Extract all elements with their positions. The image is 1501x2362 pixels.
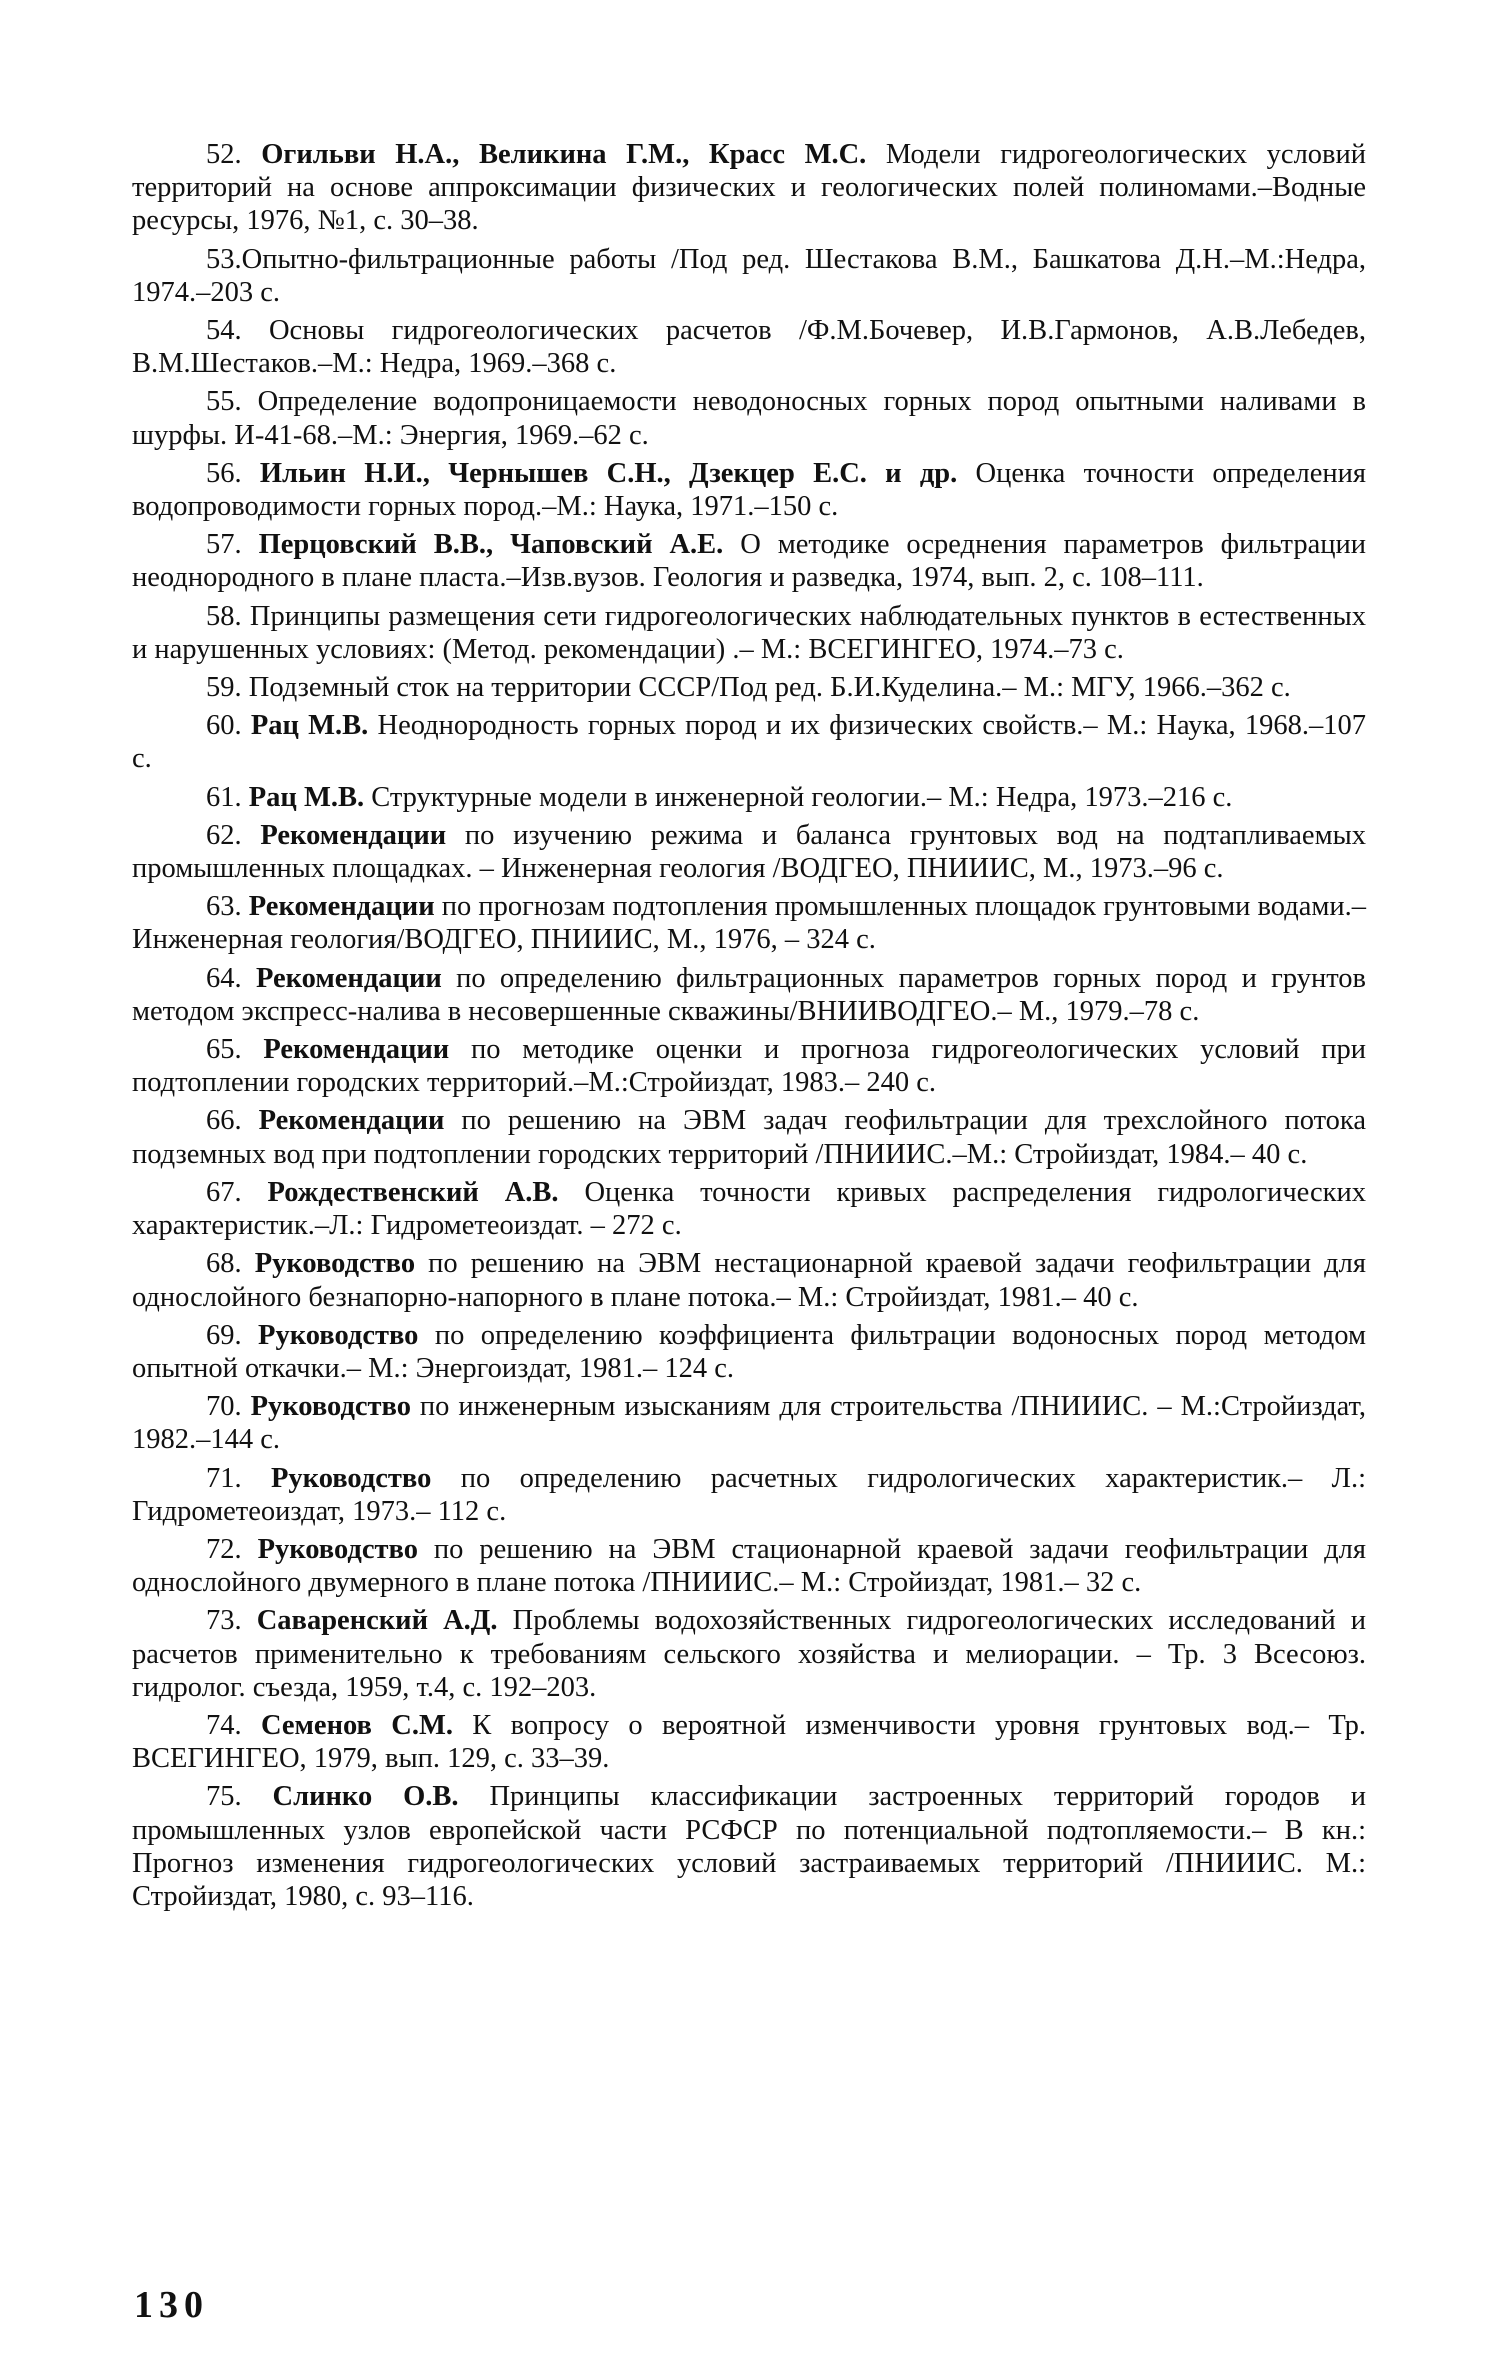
reference-authors: Рекомендации	[263, 1034, 450, 1066]
reference-authors: Слинко О.В.	[272, 1781, 459, 1813]
reference-authors: Рекомендации	[255, 962, 442, 994]
reference-authors: Перцовский В.В., Чаповский А.Е.	[258, 529, 724, 561]
reference-number: 67.	[206, 1176, 242, 1208]
reference-text: по прогнозам подтопления промышленных площадок грунтовыми водами.– Инженерная геология/ВОДГЕО, ПНИИИС, М., 1976, – 324 с.	[132, 891, 1367, 956]
reference-number: 72.	[206, 1533, 242, 1565]
reference-text: Оценка точности кривых распределения гидрологических характеристик.–Л.: Гидрометеоиздат. – 272 с.	[132, 1176, 1367, 1242]
reference-authors: Руководство	[254, 1248, 416, 1280]
reference-entry	[132, 1033, 1366, 1099]
reference-number: 75.	[206, 1781, 242, 1813]
reference-text: Принципы классификации застроенных территорий городов и промышленных узлов европейской части РСФСР по потенциальной подтопляемости.– В кн.: Прогноз изменения гидрогеологических условий застраиваемых территорий /ПНИИИС. М.: Стройиздат, 1980, с. 93–116.	[132, 1781, 1366, 1912]
reference-entry	[132, 600, 1366, 666]
reference-authors: Руководство	[257, 1533, 418, 1565]
reference-authors: Руководство	[250, 1391, 411, 1423]
reference-text: по определению фильтрационных параметров горных пород и грунтов методом экспресс-налива в несовершенные скважины/ВНИИВОДГЕО.– М., 1979.–78 с.	[132, 962, 1367, 1027]
reference-number: 74.	[206, 1709, 242, 1741]
reference-text: по изучению режима и баланса грунтовых вод на подтапливаемых промышленных площадках. – Инженерная геология /ВОДГЕО, ПНИИИС, М., 1973.–96 с.	[132, 819, 1366, 885]
reference-text: Структурные модели в инженерной геологии.– М.: Недра, 1973.–216 с.	[371, 781, 1233, 813]
reference-number: 63.	[206, 891, 242, 923]
reference-number: 56.	[206, 457, 242, 489]
reference-number: 55.	[206, 386, 242, 418]
reference-authors: Рождественский А.В.	[267, 1176, 559, 1208]
reference-number: 65.	[206, 1034, 242, 1066]
reference-entry	[132, 1247, 1366, 1313]
reference-authors: Огильви Н.А., Великина Г.М., Красс М.С.	[261, 139, 867, 170]
reference-text: Неоднородность горных пород и их физических свойств.– М.: Наука, 1968.–107 с.	[132, 710, 1367, 775]
reference-entry	[132, 671, 1366, 704]
reference-entry	[132, 1533, 1366, 1599]
reference-text: Проблемы водохозяйственных гидрогеологических исследований и расчетов применительно к требованиям сельского хозяйства и мелиорации. – Тр. 3 Всесоюз. гидролог. съезда, 1959, т.4, с. 192–203.	[132, 1605, 1367, 1703]
reference-number: 61.	[206, 781, 242, 813]
reference-authors: Саваренский А.Д.	[256, 1605, 498, 1637]
reference-entry	[132, 314, 1366, 380]
reference-number: 53.	[206, 243, 242, 275]
reference-text: по решению на ЭВМ нестационарной краевой задачи геофильтрации для однослойного безнапорно-напорного в плане потока.– М.: Стройиздат, 1981.– 40 с.	[132, 1248, 1367, 1313]
page-number: 130	[134, 2284, 209, 2326]
reference-entry	[132, 528, 1366, 594]
reference-entry	[132, 1462, 1366, 1528]
reference-entry	[132, 890, 1366, 956]
reference-authors: Рац М.В.	[248, 781, 365, 813]
reference-entry	[132, 1604, 1366, 1704]
reference-entry	[132, 457, 1366, 523]
reference-authors: Семенов С.М.	[260, 1709, 453, 1741]
reference-number: 73.	[206, 1605, 242, 1637]
reference-authors: Рекомендации	[248, 891, 435, 923]
reference-entry	[132, 1319, 1366, 1385]
reference-number: 62.	[206, 819, 242, 851]
reference-entry	[132, 819, 1366, 885]
reference-number: 68.	[206, 1248, 242, 1280]
reference-list	[132, 138, 1366, 1918]
reference-authors: Руководство	[270, 1462, 432, 1494]
reference-text: Основы гидрогеологических расчетов /Ф.М.Бочевер, И.В.Гармонов, А.В.Лебедев, В.М.Шестаков.–М.: Недра, 1969.–368 с.	[132, 315, 1367, 380]
reference-number: 69.	[206, 1319, 242, 1351]
reference-number: 70.	[206, 1391, 242, 1423]
reference-entry	[132, 781, 1366, 814]
reference-authors: Руководство	[258, 1319, 419, 1351]
reference-number: 60.	[206, 710, 242, 742]
reference-text: по определению коэффициента фильтрации водоносных пород методом опытной откачки.– М.: Энергоиздат, 1981.– 124 с.	[132, 1319, 1367, 1384]
reference-number: 58.	[206, 600, 242, 632]
reference-number: 52.	[206, 139, 242, 170]
reference-entry	[132, 243, 1366, 309]
reference-number: 57.	[206, 529, 242, 561]
reference-authors: Рекомендации	[258, 1105, 445, 1137]
reference-entry	[132, 138, 1366, 238]
reference-text: Опытно-фильтрационные работы /Под ред. Шестакова В.М., Башкатова Д.Н.–М.:Недра, 1974.–203 с.	[132, 243, 1366, 308]
reference-number: 64.	[206, 962, 242, 994]
reference-text: по решению на ЭВМ стационарной краевой задачи геофильтрации для однослойного двумерного в плане потока /ПНИИИС.– М.: Стройиздат, 1981.– 32 с.	[132, 1533, 1367, 1599]
reference-text: Модели гидрогеологических условий территорий на основе аппроксимации физических и геологических полей полиномами.–Водные ресурсы, 1976, №1, с. 30–38.	[132, 139, 1367, 237]
reference-number: 66.	[206, 1105, 242, 1137]
reference-number: 54.	[206, 315, 242, 347]
reference-number: 71.	[206, 1462, 242, 1494]
reference-text: по методике оценки и прогноза гидрогеологических условий при подтоплении городских территорий.–М.:Стройиздат, 1983.– 240 с.	[132, 1034, 1367, 1099]
reference-entry	[132, 962, 1366, 1028]
reference-entry	[132, 1709, 1366, 1775]
reference-entry	[132, 1780, 1366, 1913]
reference-text: Определение водопроницаемости неводоносных горных пород опытными наливами в шурфы. И-41-68.–М.: Энергия, 1969.–62 с.	[132, 386, 1366, 451]
reference-text: по решению на ЭВМ задач геофильтрации для трехслойного потока подземных вод при подтоплении городских территорий /ПНИИИС.–М.: Стройиздат, 1984.– 40 с.	[132, 1105, 1366, 1170]
reference-authors: Рац М.В.	[250, 710, 369, 742]
reference-text: Принципы размещения сети гидрогеологических наблюдательных пунктов в естественных и нарушенных условиях: (Метод. рекомендации) .– М.: ВСЕГИНГЕО, 1974.–73 с.	[132, 600, 1366, 665]
reference-entry	[132, 1104, 1366, 1170]
reference-text: О методике осреднения параметров фильтрации неоднородного в плане пласта.–Изв.вузов. Геология и разведка, 1974, вып. 2, с. 108–111.	[132, 529, 1366, 594]
reference-text: Оценка точности определения водопроводимости горных пород.–М.: Наука, 1971.–150 с.	[132, 457, 1366, 523]
reference-authors: Ильин Н.И., Чернышев С.Н., Дзекцер Е.С. и др.	[259, 457, 958, 489]
reference-text: Подземный сток на территории СССР/Под ред. Б.И.Куделина.– М.: МГУ, 1966.–362 с.	[248, 672, 1291, 704]
reference-entry	[132, 385, 1366, 451]
reference-text: по инженерным изысканиям для строительства /ПНИИИС. – М.:Стройиздат, 1982.–144 с.	[132, 1391, 1366, 1456]
reference-entry	[132, 709, 1366, 775]
reference-text: К вопросу о вероятной изменчивости уровня грунтовых вод.– Тр. ВСЕГИНГЕО, 1979, вып. 129, с. 33–39.	[132, 1709, 1367, 1775]
reference-entry	[132, 1176, 1366, 1242]
reference-entry	[132, 1390, 1366, 1456]
reference-authors: Рекомендации	[260, 819, 447, 851]
reference-number: 59.	[206, 672, 242, 704]
reference-text: по определению расчетных гидрологических характеристик.– Л.: Гидрометеоиздат, 1973.– 112 с.	[132, 1462, 1367, 1527]
